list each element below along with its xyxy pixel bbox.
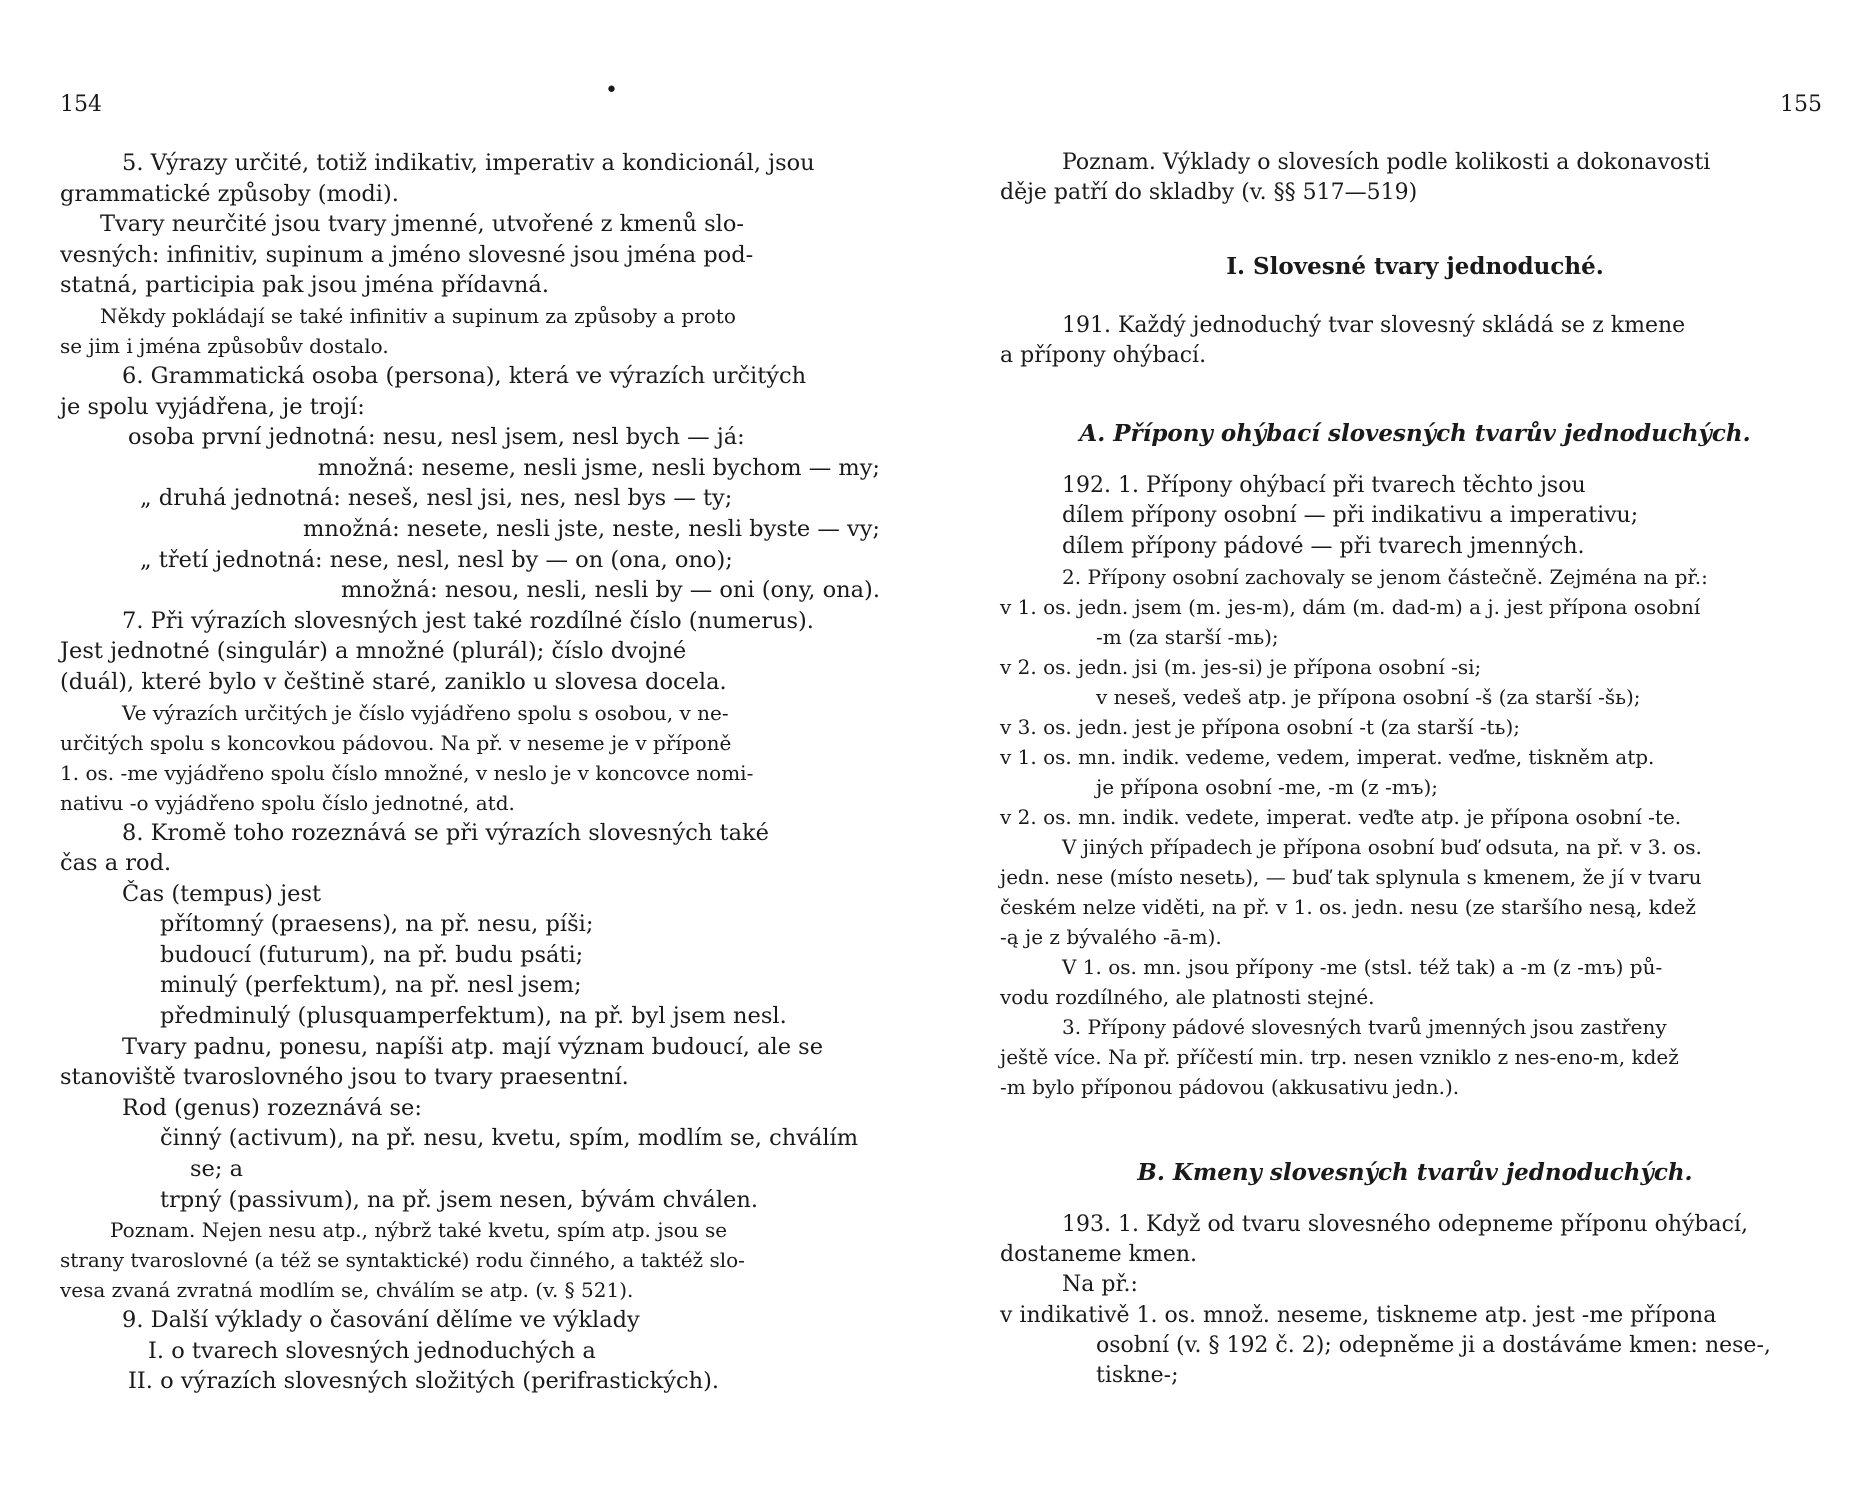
text-line: Tvary neurčité jsou tvary jmenné, utvořené z kmenů slo- — [100, 211, 744, 238]
text-line: I. o tvarech slovesných jednoduchých a — [148, 1337, 596, 1364]
text-line: množná: nesou, nesli, nesli by — oni (ony, ona). — [340, 577, 880, 604]
text-line: Na př.: — [1062, 1272, 1138, 1298]
text-line: se; a — [190, 1156, 244, 1183]
text-line: dílem přípony osobní — při indikativu a imperativu; — [1062, 503, 1639, 529]
text-line: 192. 1. Přípony ohýbací při tvarech těchto jsou — [1062, 473, 1586, 499]
text-line: v neseš, vedeš atp. je přípona osobní -š (za starší -šь); — [1096, 684, 1641, 709]
text-line: určitých spolu s koncovkou pádovou. Na př. v neseme je v příponě — [60, 730, 732, 755]
left-page-text — [60, 148, 880, 1397]
subsection-heading: A. Přípony ohýbací slovesných tvarův jednoduchých. — [1079, 420, 1751, 448]
text-line: 5. Výrazy určité, totiž indikativ, imperativ a kondicionál, jsou — [122, 150, 815, 176]
text-line: 1. os. -me vyjádřeno spolu číslo množné, v neslo je v koncovce nomi- — [60, 760, 754, 785]
text-line: 7. Při výrazích slovesných jest také rozdílné číslo (numerus). — [122, 607, 814, 634]
text-line: množná: nesete, nesli jste, neste, nesli byste — vy; — [302, 515, 880, 542]
text-line: v 3. os. jedn. jest je přípona osobní -t (za starší -tь); — [1000, 714, 1520, 739]
text-line: ještě více. Na př. příčestí min. trp. nesen vzniklo z nes-eno-m, kdež — [1000, 1044, 1679, 1069]
text-line: je spolu vyjádřena, je trojí: — [60, 393, 365, 420]
text-line: II. o výrazích slovesných složitých (perifrastických). — [128, 1368, 720, 1395]
text-line: V 1. os. mn. jsou přípony -me (stsl. též tak) a -m (z -mъ) pů- — [1062, 954, 1663, 979]
text-line: Rod (genus) rozeznává se: — [122, 1094, 422, 1121]
text-line: Někdy pokládají se také infinitiv a supinum za způsoby a proto — [100, 303, 736, 328]
text-line: Poznam. Nejen nesu atp., nýbrž také kvetu, spím atp. jsou se — [110, 1218, 728, 1243]
text-line: v 1. os. jedn. jsem (m. jes-m), dám (m. dad-m) a j. jest přípona osobní — [1000, 594, 1701, 619]
text-line: osoba první jednotná: nesu, nesl jsem, nesl bych — já: — [128, 424, 745, 451]
text-line: 193. 1. Když od tvaru slovesného odepneme příponu ohýbací, — [1062, 1212, 1748, 1238]
text-line: „ třetí jednotná: nese, nesl, nesl by — on (ona, ono); — [140, 546, 733, 573]
text-line: a přípony ohýbací. — [1000, 342, 1207, 368]
text-line: 9. Další výklady o časování dělíme ve výklady — [122, 1307, 640, 1334]
text-line: -ą je z bývalého -ā-m). — [1000, 924, 1222, 949]
text-line: přítomný (praesens), na př. nesu, píši; — [160, 911, 594, 938]
text-line: 3. Přípony pádové slovesných tvarů jmenných jsou zastřeny — [1062, 1014, 1667, 1039]
page-number-left: 154 — [60, 92, 102, 117]
text-line: jedn. nese (místo nesetь), — buď tak splynula s kmenem, že jí v tvaru — [1000, 864, 1702, 889]
text-line: v indikativě 1. os. množ. neseme, tiskneme atp. jest -me přípona — [1000, 1302, 1717, 1328]
text-line: nativu -o vyjádřeno spolu číslo jednotné, atd. — [60, 790, 515, 815]
text-line: dostaneme kmen. — [1000, 1242, 1198, 1268]
text-line: děje patří do skladby (v. §§ 517—519) — [1000, 180, 1418, 206]
text-line: 6. Grammatická osoba (persona), která ve výrazích určitých — [122, 362, 807, 389]
text-line: předminulý (plusquamperfektum), na př. byl jsem nesl. — [160, 1003, 787, 1030]
right-page-text — [1000, 148, 1830, 1391]
text-line: množná: neseme, nesli jsme, nesli bychom — my; — [317, 454, 880, 481]
text-line: v 2. os. jedn. jsi (m. jes-si) je přípona osobní -si; — [1000, 654, 1482, 679]
text-line: 8. Kromě toho rozeznává se při výrazích slovesných také — [122, 819, 769, 846]
text-line: statná, participia pak jsou jména přídavná. — [60, 272, 549, 299]
text-line: budoucí (futurum), na př. budu psáti; — [160, 941, 584, 968]
text-line: v 1. os. mn. indik. vedeme, vedem, imperat. veďme, tiskněm atp. — [1000, 744, 1655, 769]
text-line: V jiných případech je přípona osobní buď odsuta, na př. v 3. os. — [1062, 834, 1702, 859]
right-page — [1000, 0, 1830, 1500]
text-line: českém nelze viděti, na př. v 1. os. jedn. nesu (ze staršího nesą, kdež — [1000, 894, 1696, 919]
text-line: vesa zvaná zvratná modlím se, chválím se atp. (v. § 521). — [60, 1278, 634, 1303]
text-line: tiskne-; — [1096, 1363, 1179, 1389]
section-heading: I. Slovesné tvary jednoduché. — [1226, 253, 1604, 281]
text-line: Poznam. Výklady o slovesích podle kolikosti a dokonavosti — [1062, 150, 1711, 175]
text-line: (duál), které bylo v češtině staré, zaniklo u slovesa docela. — [60, 668, 727, 695]
page-number-right: 155 — [1780, 92, 1822, 117]
text-line: -m bylo příponou pádovou (akkusativu jedn.). — [1000, 1074, 1460, 1099]
text-line: trpný (passivum), na př. jsem nesen, bývám chválen. — [160, 1186, 758, 1213]
bullet-mark: • — [605, 78, 618, 103]
text-line: osobní (v. § 192 č. 2); odepněme ji a dostáváme kmen: nese-, — [1096, 1332, 1771, 1358]
text-line: Tvary padnu, ponesu, napíši atp. mají význam budoucí, ale se — [122, 1033, 824, 1060]
text-line: činný (activum), na př. nesu, kvetu, spím, modlím se, chválím — [160, 1125, 859, 1152]
text-line: se jim i jména způsobův dostalo. — [60, 333, 389, 358]
text-line: 191. Každý jednoduchý tvar slovesný skládá se z kmene — [1062, 312, 1686, 338]
text-line: 2. Přípony osobní zachovaly se jenom částečně. Zejména na př.: — [1062, 564, 1708, 589]
text-line: vesných: infinitiv, supinum a jméno slovesné jsou jména pod- — [60, 241, 754, 268]
text-line: „ druhá jednotná: neseš, nesl jsi, nes, nesl bys — ty; — [140, 485, 733, 512]
subsection-heading: B. Kmeny slovesných tvarův jednoduchých. — [1137, 1158, 1693, 1186]
text-line: stanoviště tvaroslovného jsou to tvary praesentní. — [60, 1064, 629, 1091]
left-page — [60, 0, 880, 1500]
text-line: dílem přípony pádové — při tvarech jmenných. — [1062, 533, 1585, 559]
text-line: v 2. os. mn. indik. vedete, imperat. veďte atp. je přípona osobní -te. — [1000, 804, 1682, 829]
text-line: strany tvaroslovné (a též se syntaktické) rodu činného, a taktéž slo- — [60, 1248, 745, 1273]
text-line: -m (za starší -mь); — [1096, 624, 1279, 649]
text-line: Jest jednotné (singulár) a množné (plurál); číslo dvojné — [60, 638, 687, 665]
text-line: Ve výrazích určitých je číslo vyjádřeno spolu s osobou, v ne- — [122, 700, 729, 725]
text-line: grammatické způsoby (modi). — [60, 180, 399, 207]
text-line: minulý (perfektum), na př. nesl jsem; — [160, 972, 582, 999]
text-line: čas a rod. — [60, 850, 172, 877]
text-line: je přípona osobní -me, -m (z -mъ); — [1096, 774, 1438, 799]
text-line: vodu rozdílného, ale platnosti stejné. — [1000, 984, 1375, 1009]
text-line: Čas (tempus) jest — [122, 880, 322, 907]
